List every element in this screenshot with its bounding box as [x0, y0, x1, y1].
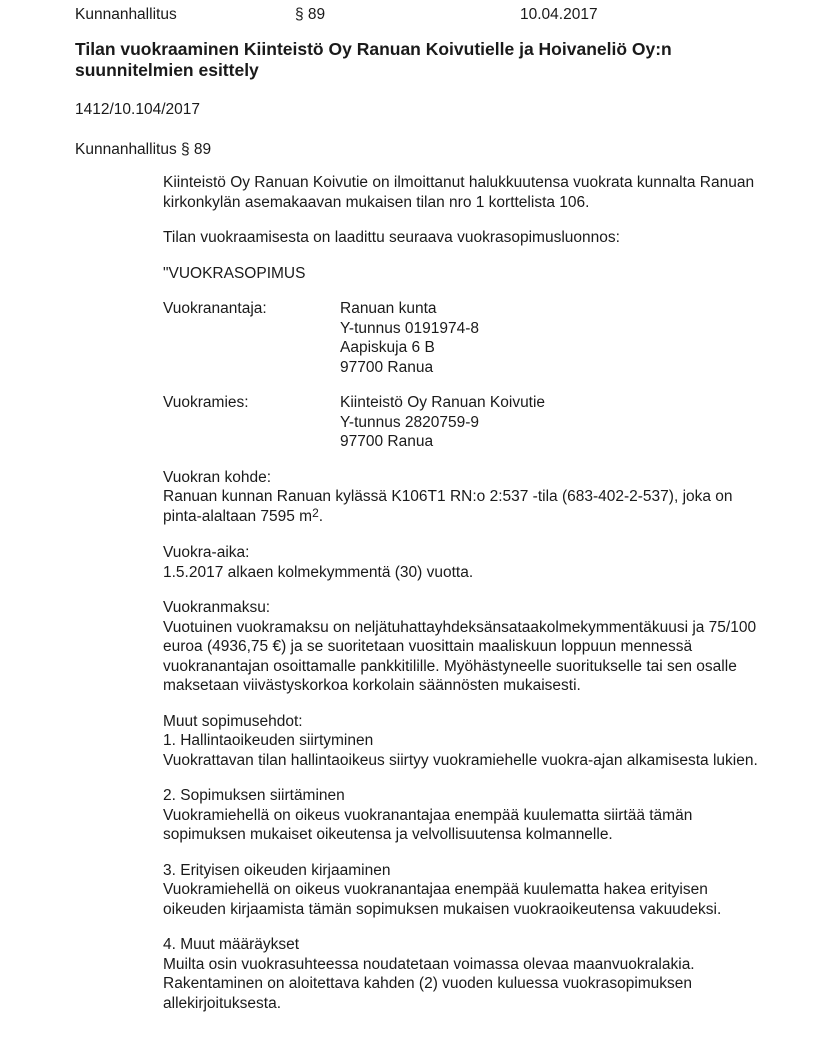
other-terms-section-1 [163, 712, 765, 771]
term-heading: 2. Sopimuksen siirtäminen [163, 787, 345, 804]
other-terms-section-4 [163, 935, 765, 1013]
lessee-block [163, 393, 765, 452]
lease-object-section [163, 468, 765, 528]
other-terms-section-2 [163, 786, 765, 845]
meeting-date: 10.04.2017 [520, 6, 598, 23]
committee-name: Kunnanhallitus [75, 6, 177, 23]
other-terms-heading: Muut sopimusehdot: [163, 712, 303, 730]
term-heading: 3. Erityisen oikeuden kirjaaminen [163, 861, 391, 879]
rent-text: Vuotuinen vuokramaksu on neljätuhattayhdeksänsataakolmekymmentäkuusi ja 75/100 euroa (4936,75 €) ja se suoritetaan vuosittain maaliskuun loppuun mennessä vuokranantajan osoittamalle pankkitilille. Myöhästyneelle suoritukselle tai sen osalle maksetaan viivästyskorkoa korkolain säännösten mukaisesti. [163, 618, 757, 694]
rent-section [163, 598, 765, 696]
lessor-postal-address: 97700 Ranua [340, 358, 434, 376]
section-heading: Kunnanhallitus § 89 [75, 140, 212, 158]
lessor-label: Vuokranantaja: [163, 300, 267, 317]
document-body [163, 173, 765, 1013]
intro-paragraph [163, 173, 765, 212]
case-number: 1412/10.104/2017 [75, 101, 200, 118]
lessee-business-id: Y-tunnus 2820759-9 [340, 413, 480, 431]
lessee-details [340, 393, 765, 452]
term-text: Vuokramiehellä on oikeus vuokranantajaa enempää kuulematta siirtää tämän sopimuksen mukaiset oikeutensa ja velvollisuutensa kolmannelle. [163, 806, 693, 843]
lease-period-heading: Vuokra-aika: [163, 544, 250, 561]
paragraph-text: Kiinteistö Oy Ranuan Koivutie on ilmoittanut halukkuutensa vuokrata kunnalta Ranuan kirkonkylän asemakaavan mukaisen tilan nro 1 korttelista 106. [163, 174, 755, 211]
rent-heading: Vuokranmaksu: [163, 599, 271, 616]
term-heading: 4. Muut määräykset [163, 936, 300, 953]
lessor-block [163, 299, 765, 377]
lessor-name: Ranuan kunta [340, 300, 437, 317]
lease-object-text-main: Ranuan kunnan Ranuan kylässä K106T1 RN:o 2:537 -tila (683-402-2-537), joka on pinta-alaltaan 7595 m [163, 488, 733, 525]
lessee-label: Vuokramies: [163, 394, 249, 411]
lease-object-text [163, 487, 765, 527]
lessor-street-address: Aapiskuja 6 B [340, 339, 435, 356]
term-heading: 1. Hallintaoikeuden siirtyminen [163, 732, 374, 749]
lease-object-heading: Vuokran kohde: [163, 468, 272, 486]
term-text: Vuokrattavan tilan hallintaoikeus siirtyy vuokramiehelle vuokra-ajan alkamisesta lukien. [163, 751, 758, 769]
lessee-postal-address: 97700 Ranua [340, 433, 434, 450]
lessee-name: Kiinteistö Oy Ranuan Koivutie [340, 394, 546, 411]
lessor-details [340, 299, 765, 377]
draft-paragraph [163, 228, 765, 248]
lessor-business-id: Y-tunnus 0191974-8 [340, 319, 480, 337]
document-title: Tilan vuokraaminen Kiinteistö Oy Ranuan Koivutielle ja Hoivaneliö Oy:n suunnitelmien esittely [75, 39, 672, 80]
document-header [75, 5, 760, 25]
paragraph-text: Tilan vuokraamisesta on laadittu seuraava vuokrasopimusluonnos: [163, 229, 620, 246]
contract-title [163, 264, 765, 284]
lease-period-text: 1.5.2017 alkaen kolmekymmentä (30) vuotta. [163, 563, 474, 581]
term-text: Muilta osin vuokrasuhteessa noudatetaan voimassa olevaa maanvuokralakia. Rakentaminen on aloitettava kahden (2) vuoden kuluessa vuokrasopimuksen allekirjoituksesta. [163, 955, 695, 1012]
term-text: Vuokramiehellä on oikeus vuokranantajaa enempää kuulematta hakea erityisen oikeuden kirjaamista tämän sopimuksen mukaisen vuokraoikeutensa vakuudeksi. [163, 881, 722, 918]
lease-object-text-end: . [318, 507, 324, 525]
other-terms-section-3 [163, 861, 765, 920]
section-number: § 89 [295, 6, 326, 23]
contract-title-text: "VUOKRASOPIMUS [163, 264, 306, 282]
superscript-2: 2 [312, 505, 319, 520]
lease-period-section [163, 543, 765, 582]
